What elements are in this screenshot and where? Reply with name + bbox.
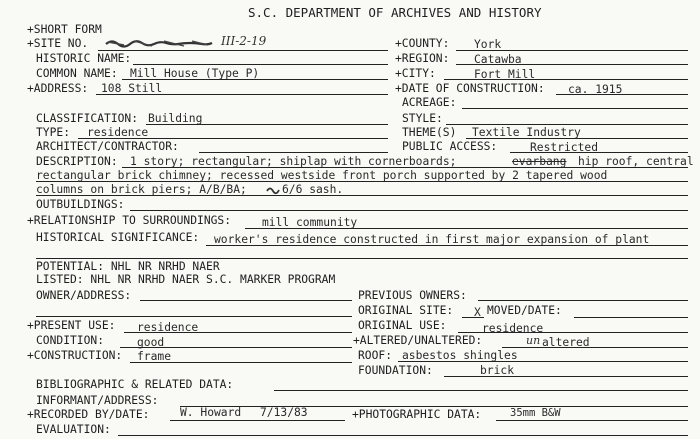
theme-line — [466, 138, 688, 139]
recorded-date-value: 7/13/83 — [260, 406, 308, 419]
photographic-label: +PHOTOGRAPHIC DATA: — [352, 408, 482, 421]
condition-line — [120, 347, 352, 348]
description-line-3b: 6/6 sash. — [282, 183, 344, 196]
roof-value: asbestos shingles — [402, 349, 518, 362]
city-value: Fort Mill — [474, 68, 536, 81]
significance-label: HISTORICAL SIGNIFICANCE: — [36, 231, 200, 244]
scribble-icon — [266, 186, 280, 195]
site-no-handwritten: III-2-19 — [221, 34, 267, 48]
description-line-2: rectangular brick chimney; recessed westside front porch supported by 2 tapered wood — [36, 169, 608, 182]
city-label: +CITY: — [395, 67, 436, 80]
type-label: TYPE: — [36, 126, 71, 139]
architect-label: ARCHITECT/CONTRACTOR: — [36, 140, 179, 153]
informant-label: INFORMANT/ADDRESS: — [36, 394, 159, 407]
description-line — [122, 167, 688, 168]
classification-value: Building — [148, 112, 203, 125]
acreage-line — [462, 108, 688, 109]
common-name-line — [122, 79, 388, 80]
relationship-label: +RELATIONSHIP TO SURROUNDINGS: — [27, 214, 232, 227]
theme-value: Textile Industry — [472, 126, 581, 139]
region-value: Catawba — [474, 53, 522, 66]
owner-line — [140, 300, 352, 301]
owner-line — [36, 316, 352, 317]
address-line — [96, 94, 388, 95]
present-use-value: residence — [137, 321, 199, 334]
foundation-value: brick — [480, 364, 515, 377]
previous-owners-label: PREVIOUS OWNERS: — [358, 289, 467, 302]
description-label: DESCRIPTION: — [36, 155, 118, 168]
county-label: +COUNTY: — [395, 37, 450, 50]
theme-label: THEME(S) — [402, 126, 457, 139]
site-no-line — [98, 50, 388, 51]
short-form-label: +SHORT FORM — [27, 23, 102, 36]
description-line-1b: hip roof, central — [578, 155, 694, 168]
recorded-label: +RECORDED BY/DATE: — [27, 408, 150, 421]
photographic-value: 35mm B&W — [510, 407, 561, 419]
significance-line — [36, 258, 688, 259]
original-site-mark: X — [474, 306, 481, 319]
original-use-label: ORIGINAL USE: — [358, 319, 447, 332]
date-of-construction-label: +DATE OF CONSTRUCTION: — [395, 82, 545, 95]
altered-mark: un — [526, 334, 541, 347]
photographic-line — [496, 420, 688, 421]
roof-line — [398, 361, 688, 362]
date-of-construction-line — [556, 94, 688, 95]
bibliographic-line — [274, 390, 688, 391]
moved-date-label: MOVED/DATE: — [487, 304, 562, 317]
present-use-label: +PRESENT USE: — [27, 319, 116, 332]
present-use-line — [124, 332, 352, 333]
informant-line — [180, 406, 688, 407]
architect-line — [199, 152, 388, 153]
evaluation-label: EVALUATION: — [36, 423, 111, 436]
redacted-scribble-icon — [104, 38, 214, 48]
owner-label: OWNER/ADDRESS: — [36, 289, 132, 302]
classification-label: CLASSIFICATION: — [36, 112, 139, 125]
county-value: York — [474, 38, 502, 51]
condition-label: CONDITION: — [36, 334, 105, 347]
altered-value: altered — [542, 336, 590, 349]
description-line-1: 1 story; rectangular; shiplap with cornerboards; — [130, 155, 457, 168]
style-line — [446, 124, 688, 125]
significance-value: worker's residence constructed in first major expansion of plant — [214, 233, 650, 246]
site-no-label: +SITE NO. — [27, 37, 89, 50]
description-line-3a: columns on brick piers; A/B/BA; — [36, 183, 247, 196]
foundation-label: FOUNDATION: — [358, 364, 433, 377]
recorded-by-value: W. Howard — [180, 406, 242, 419]
region-line — [456, 64, 688, 65]
recorded-line — [170, 420, 345, 421]
public-access-label: PUBLIC ACCESS: — [402, 140, 498, 153]
type-value: residence — [87, 126, 149, 139]
type-line — [78, 138, 388, 139]
description-struck-word: evarbang — [512, 155, 567, 168]
construction-value: frame — [137, 350, 172, 363]
description-line — [36, 195, 688, 196]
classification-line — [146, 124, 388, 125]
significance-line — [206, 245, 688, 246]
address-value: 108 Still — [101, 82, 163, 95]
region-label: +REGION: — [395, 52, 450, 65]
historic-name-line — [133, 64, 388, 65]
bibliographic-label: BIBLIOGRAPHIC & RELATED DATA: — [36, 378, 234, 391]
common-name-label: COMMON NAME: — [36, 67, 118, 80]
construction-label: +CONSTRUCTION: — [27, 349, 123, 362]
listed-line: LISTED: NHL NR NRHD NAER S.C. MARKER PROGRAM — [36, 273, 336, 286]
date-of-construction-value: ca. 1915 — [568, 83, 623, 96]
relationship-line — [245, 228, 688, 229]
relationship-value: mill community — [262, 216, 358, 229]
original-site-line — [462, 317, 484, 318]
public-access-value: Restricted — [530, 141, 599, 154]
address-label: +ADDRESS: — [27, 82, 89, 95]
construction-line — [130, 362, 352, 363]
altered-line — [502, 347, 688, 348]
roof-label: ROOF: — [358, 349, 393, 362]
moved-date-line — [574, 317, 688, 318]
foundation-line — [444, 376, 688, 377]
evaluation-line — [118, 435, 688, 436]
condition-value: good — [137, 336, 165, 349]
city-line — [444, 79, 688, 80]
style-label: STYLE: — [402, 112, 443, 125]
previous-owners-line — [478, 300, 688, 301]
outbuildings-label: OUTBUILDINGS: — [36, 198, 125, 211]
outbuildings-line — [130, 210, 688, 211]
original-site-label: ORIGINAL SITE: — [358, 304, 454, 317]
potential-line: POTENTIAL: NHL NR NRHD NAER — [36, 260, 220, 273]
common-name-value: Mill House (Type P) — [130, 67, 260, 80]
public-access-line — [510, 152, 688, 153]
original-use-value: residence — [482, 322, 544, 335]
original-use-line — [458, 332, 688, 333]
altered-label: +ALTERED/UNALTERED: — [353, 334, 483, 347]
acreage-label: ACREAGE: — [402, 96, 457, 109]
description-line — [36, 181, 688, 182]
agency-title: S.C. DEPARTMENT OF ARCHIVES AND HISTORY — [248, 5, 542, 20]
historic-name-label: HISTORIC NAME: — [36, 52, 132, 65]
county-line — [456, 50, 688, 51]
